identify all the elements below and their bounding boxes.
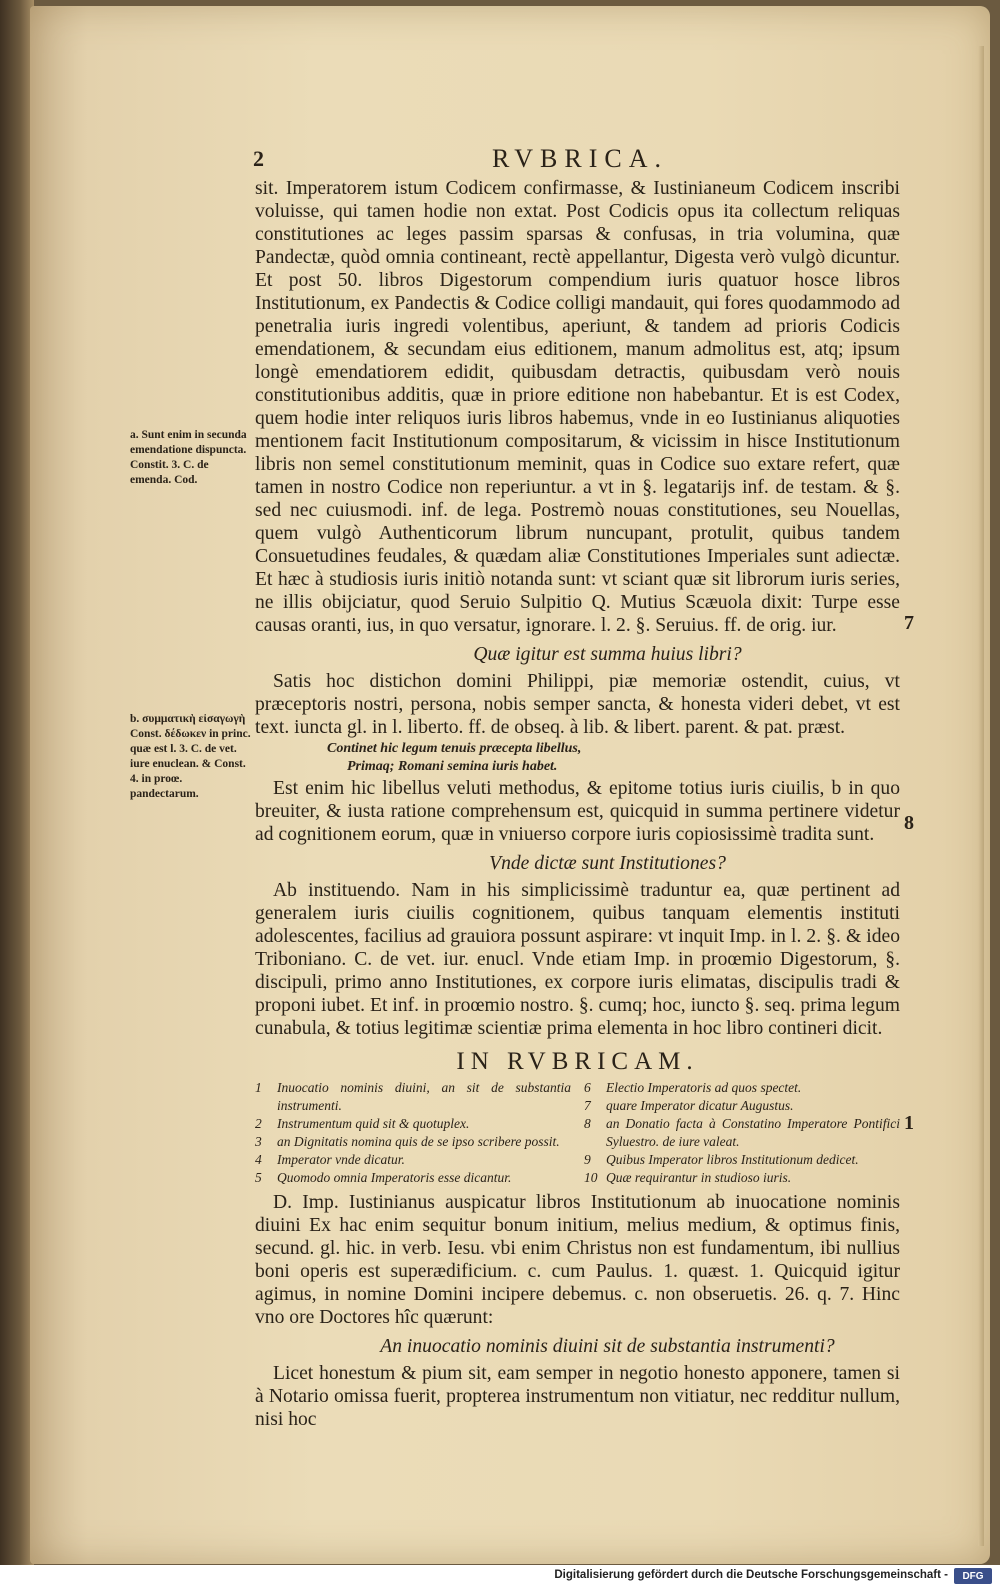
index-item: 8 an Donatio facta à Constatino Imperatore Pontifici Syluestro. de iure valeat. xyxy=(583,1116,900,1149)
verse-line: Continet hic legum tenuis præcepta libellus, xyxy=(327,741,582,756)
index-item: 1 Inuocatio nominis diuini, an sit de substantia instrumenti. xyxy=(255,1080,572,1113)
margin-number-7: 7 xyxy=(904,612,914,634)
funding-credit: Digitalisierung gefördert durch die Deutsche Forschungsgemeinschaft - xyxy=(554,1569,948,1581)
index-item: 7 quare Imperator dicatur Augustus. xyxy=(583,1098,794,1113)
paragraph: Licet honestum & pium sit, eam semper in negotio honesto apponere, tamen si à Notario omissa fuerit, propterea instrumentum non vitiatur, nec redditur nullum, nisi hoc xyxy=(255,1363,900,1430)
margin-note-a: a. Sunt enim in secunda emendatione dispuncta. Constit. 3. C. de emenda. Cod. xyxy=(130,429,247,486)
page-edge xyxy=(978,46,984,1546)
paragraph: Satis hoc distichon domini Philippi, piæ memoriæ ostendit, cuius, vt præceptoris nostri, persona, nobis semper sancta, & honesta videri debet, vt est text. iuncta gl. in l. liberto. ff. de obseq. à lib. & libert. parent. & pat. præst. xyxy=(255,671,900,738)
margin-number-8: 8 xyxy=(904,812,914,834)
section-question: Quæ igitur est summa huius libri? xyxy=(473,644,742,665)
paragraph: sit. Imperatorem istum Codicem confirmasse, & Iustinianeum Codicem inscribi voluisse, qui tamen hodie non extat. Post Codicis opus ita collectum reliquas constitutiones ac leges passim sparsas & confusas, in tria volumina, quæ Pandectæ, quòd omnia contineant, rectè appellantur, Digesta verò vulgò dicuntur. Et post 50. libros Digestorum compendium iuris quatuor hosce libros Institutionum, ex Pandectis & Codice colligi mandauit, qui fores quodammodo ad penetralia iuris ingredi volentibus, aperiunt, & tandem ad prioris Codicis emendationem, & secundam eius editionem, manum admolitus est, atq; ipsum longè emendatiorem edidit, quibusdam detractis, quibusdam verò nouis constitutionibus additis, quæ in priore editione non habebantur. Et is est Codex, quem hodie inter reliquos iuris libros habemus, vnde in eo Iustinianus aliquoties mentionem facit Institutionum compositarum, & vicissim in hisce Institutionum libris non semel constitutionum meminit, quas in Codice suo extare refert, quæ tamen in nostro Codice non reperiuntur. a vt in §. legatarijs inf. de testam. & §. sed nec cuiusmodi. inf. de lega. Postremò nouas constitutiones, seu Nouellas, quem vulgò Authenticorum librum nuncupant, protulit, quibus tandem Consuetudines feudales, & quædam aliæ Constitutiones Imperiales sunt adiectæ. Et hæc à studiosis iuris initiò notanda sunt: vt sciant quæ sit librorum iuris series, ne illis obijciatur, quod Seruio Sulpitio Q. Mutius Scæuola dixit: Turpe esse causas oranti, ius, in quo versatur, ignorare. l. 2. §. Seruius. ff. de orig. iur. xyxy=(255,178,900,636)
page-header xyxy=(0,146,1000,176)
margin-note-b: b. συμματικὴ εἰσαγωγὴ Const. δέδωκεν in princ. quæ est l. 3. C. de vet. iure enuclean. & Const. 4. in proœ. pandectarum. xyxy=(130,713,251,800)
index-item: 2 Instrumentum quid sit & quotuplex. xyxy=(255,1116,470,1131)
index-column-left xyxy=(255,1079,571,1187)
verse-line: Primaq; Romani semina iuris habet. xyxy=(347,759,558,774)
paragraph: D. Imp. Iustinianus auspicatur libros Institutionum ab inuocatione nominis diuini Ex hac enim sequitur bonum initium, melius medium, & optimus finis, secund. gl. hic. in verb. Iesu. vbi enim Christus non est fundamentum, ibi nullius boni operis est superædificium. c. cum Paulus. 1. quæst. 1. Quicquid igitur agimus, in nomine Domini incipere debemus. c. non obseruetis. 26. q. 7. Hinc vno ore Doctores hîc quærunt: xyxy=(255,1192,900,1328)
section-question: Vnde dictæ sunt Institutiones? xyxy=(489,853,726,874)
index-item: 6 Electio Imperatoris ad quos spectet. xyxy=(583,1080,802,1095)
dfg-logo-icon: DFG xyxy=(954,1568,992,1584)
margin-number-1: 1 xyxy=(904,1112,914,1134)
page-number: 2 xyxy=(253,146,264,171)
index-item: 3 an Dignitatis nomina quis de se ipso scribere possit. xyxy=(255,1134,560,1149)
rubric-index xyxy=(255,1079,900,1187)
section-question: An inuocatio nominis diuini sit de substantia instrumenti? xyxy=(380,1336,835,1357)
paragraph: Est enim hic libellus veluti methodus, & epitome totius iuris ciuilis, b in quo breuiter, & iusta ratione comprehensum est, quicquid in summa pertinere videtur ad cognitionem eorum, quæ in vniuerso corpore iuris copiosissimè tradita sunt. xyxy=(255,778,900,845)
book-binding xyxy=(0,0,34,1565)
index-item: 5 Quomodo omnia Imperatoris esse dicantur. xyxy=(255,1170,512,1185)
paragraph: Ab instituendo. Nam in his simplicissimè traduntur ea, quæ pertinent ad generalem iuris ciuilis cognitionem, quibus tanquam elementis instituti adolescentes, facilius ad grauiora possunt aspirare: vt inquit Imp. in l. 2. §. & ideo Triboniano. C. de vet. iur. enucl. Vnde etiam Imp. in proœmio Digestorum, §. discipuli, primo anno Institutiones, ex corpore iuris elimatas, discipulis tradi & proponi iubet. Et inf. in proœmio nostro. §. cumq; hoc, iuncto §. seq. prima legum cunabula, & totius legitimæ scientiæ prima elementa in hoc libro contineri dicit. xyxy=(255,880,900,1039)
index-column-right xyxy=(584,1079,900,1187)
index-item: 9 Quibus Imperator libros Institutionum dedicet. xyxy=(583,1152,859,1167)
index-item: 4 Imperator vnde dicatur. xyxy=(255,1152,405,1167)
index-item: 10 Quæ requirantur in studioso iuris. xyxy=(583,1170,792,1185)
index-title: IN RVBRICAM. xyxy=(456,1048,699,1075)
footer-bar xyxy=(0,1565,1000,1588)
running-head: RVBRICA. xyxy=(492,144,668,173)
main-text xyxy=(255,177,900,1431)
